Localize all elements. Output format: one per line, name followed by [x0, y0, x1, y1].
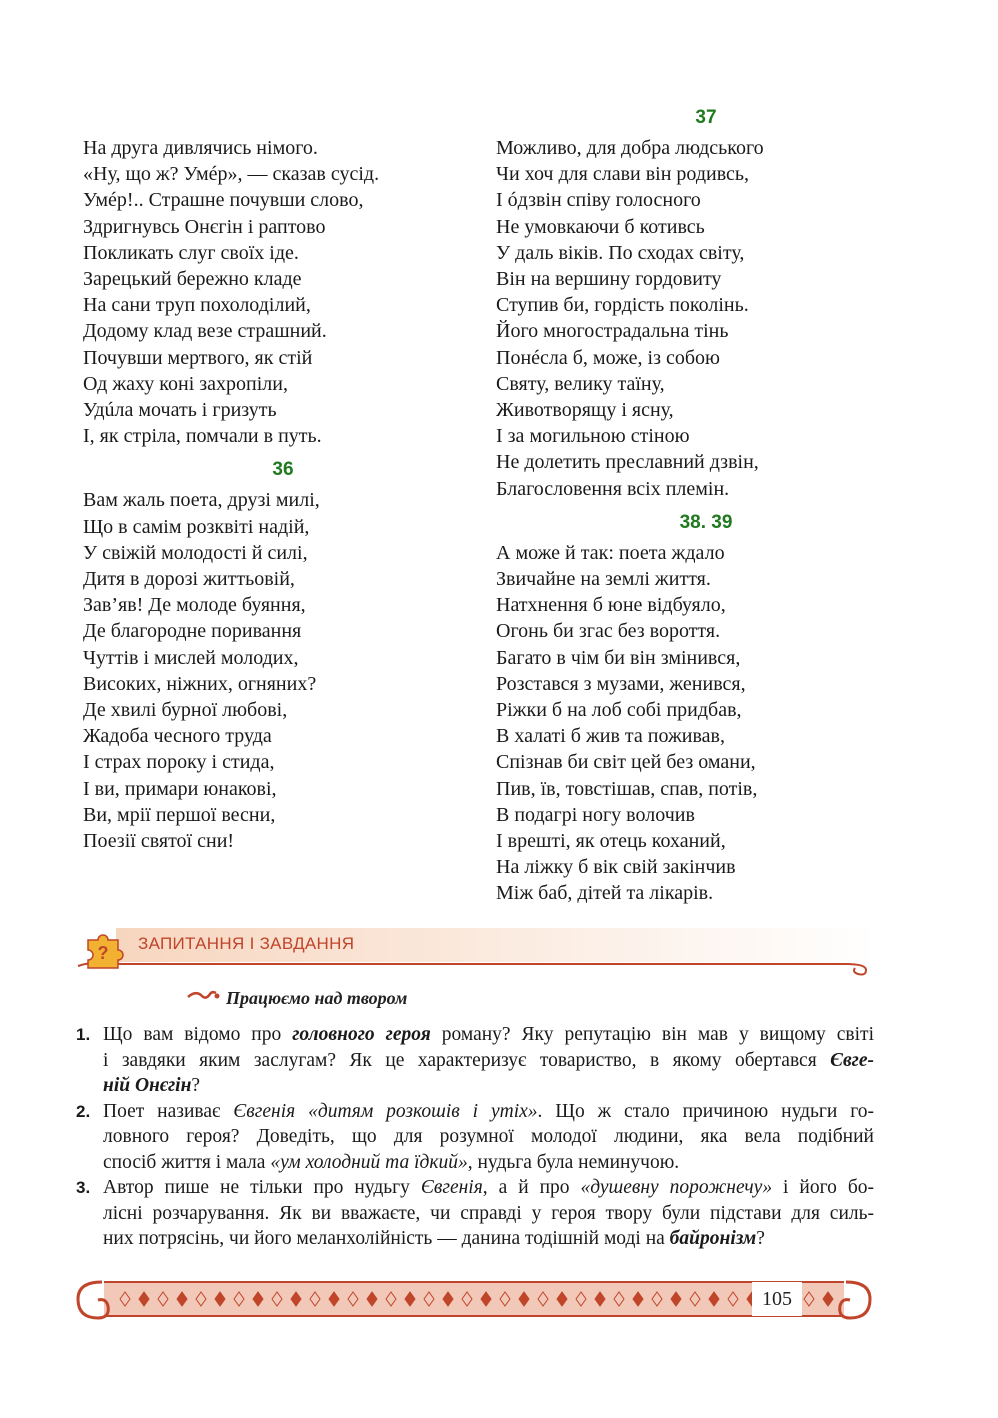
poem-line: У свіжій молодості й силі,	[83, 541, 308, 564]
quote: Євгенія «дитям розкошів і утіх»	[233, 1100, 538, 1122]
task-list	[76, 1022, 874, 1252]
text: , а й про	[482, 1177, 581, 1198]
poem-line: Звичайне на землі життя.	[496, 568, 711, 591]
stanza-36-text	[83, 487, 483, 854]
text: Що вам відомо про	[103, 1024, 293, 1045]
poem-line: А може й так: поета ждало	[496, 541, 725, 564]
poem-line: І страх пороку і стида,	[83, 751, 275, 774]
poem-line: Чуттів і мислей молодих,	[83, 646, 299, 669]
stanza-38-number: 38. 39	[679, 511, 733, 533]
page-number: 105	[752, 1282, 802, 1316]
poem-line: І, як стріла, помчали в путь.	[83, 425, 322, 448]
quote: «ум холодний та їдкий»	[270, 1151, 468, 1173]
stanza-35-text	[83, 135, 483, 449]
subheading-text: Працюємо над твором	[226, 988, 408, 1008]
poem-line: Удúла мочать і гризуть	[83, 399, 277, 422]
stanza-37-number: 37	[695, 107, 717, 128]
questions-title: ЗАПИТАННЯ І ЗАВДАННЯ	[138, 934, 355, 953]
task-line	[103, 1150, 874, 1176]
emphasis: Євге-	[830, 1049, 874, 1071]
poem-line: Зав’яв! Де молоде буяння,	[83, 594, 306, 617]
task-number: 2.	[76, 1101, 91, 1121]
poem-line: Між баб, дітей та лікарів.	[496, 882, 714, 905]
poem-line: Благословення всіх племін.	[496, 477, 730, 500]
emphasis: ній Онєгін	[103, 1075, 192, 1096]
poem-line: Вам жаль поета, друзі милі,	[83, 489, 320, 512]
stanza-37-text	[496, 135, 916, 502]
poem-line: Од жаху коні захропіли,	[83, 372, 288, 395]
quote: «душевну порожнечу»	[580, 1177, 773, 1198]
poem-line: В халаті б жив та поживав,	[496, 725, 725, 748]
poem-right-column	[496, 105, 916, 907]
poem-line: І ви, примари юнакові,	[83, 777, 277, 800]
task-number: 3.	[76, 1178, 91, 1197]
task-line	[103, 1124, 874, 1150]
poem-line: Понéсла б, може, із собою	[496, 346, 720, 369]
poem-line: Почувши мертвого, як стій	[83, 346, 313, 369]
task-line	[103, 1022, 874, 1048]
text: них потрясінь, чи його меланхолійність — данина тодішній моді на	[103, 1228, 670, 1249]
poem-line: На друга дивлячись німого.	[83, 137, 318, 159]
text: роману? Яку репутацію він мав у вищому світі	[430, 1024, 874, 1045]
text: лісні розчарування. Як ви вважаєте, чи справді у героя твору були підстави для силь-	[103, 1202, 874, 1224]
task-item	[76, 1175, 874, 1252]
poem-line: Багато в чім би він змінився,	[496, 646, 741, 669]
poem-line: Огонь би згас без вороття.	[496, 620, 721, 643]
subheading	[186, 988, 407, 1009]
text: спосіб життя і мала	[103, 1151, 271, 1173]
stanza-38-text	[496, 540, 916, 907]
text: , нудьга була неминучою.	[467, 1151, 680, 1173]
questions-header	[76, 924, 876, 980]
poem-line: Ріжки б на лоб собі придбав,	[496, 699, 742, 722]
poem-line: Покликать слуг своїх іде.	[83, 241, 299, 264]
task-line	[103, 1099, 874, 1125]
poem-line: Можливо, для добра людського	[496, 137, 764, 159]
poem-line: На сани труп похолоділий,	[83, 294, 311, 317]
poem-line: На ліжку б вік свій закінчив	[496, 856, 736, 879]
task-item	[76, 1022, 874, 1099]
svg-text:?: ?	[97, 943, 109, 963]
stanza-36-number: 36	[272, 459, 294, 481]
poem-line: Де благородне поривання	[83, 620, 302, 643]
task-line	[103, 1226, 874, 1252]
poem-line: Животворящу і ясну,	[496, 399, 674, 422]
poem-line: В подагрі ногу волочив	[496, 803, 695, 826]
task-line	[103, 1175, 874, 1201]
poem-line: «Ну, що ж? Умéр», — сказав сусід.	[83, 163, 380, 186]
task-item	[76, 1099, 874, 1176]
poem-line: Не умовкаючи б котивсь	[496, 215, 705, 238]
poem-line: Спізнав би світ цей без омани,	[496, 751, 756, 774]
poem-line: Умéр!.. Страшне почувши слово,	[83, 189, 364, 212]
text: і його бо-	[772, 1177, 874, 1198]
text: ловного героя? Доведіть, що для розумної молодої людини, яка вела подібний	[103, 1126, 874, 1147]
poem-line: Що в самім розквіті надій,	[83, 515, 310, 538]
poem-line: Його многострадальна тінь	[496, 320, 729, 343]
text: . Що ж стало причиною нудьги го-	[537, 1100, 874, 1122]
poem-line: Зарецький бережно кладе	[83, 268, 302, 291]
poem-line: Жадоба чесного труда	[83, 725, 272, 748]
text: ?	[191, 1075, 201, 1096]
task-number: 1.	[76, 1025, 91, 1044]
quote: Євгенія	[420, 1177, 483, 1198]
poem-line: Пив, їв, товстішав, спав, потів,	[496, 777, 758, 800]
flourish-icon	[186, 988, 220, 1009]
emphasis: головного героя	[292, 1024, 431, 1045]
poem-line: Ви, мрії першої весни,	[83, 803, 276, 826]
task-line	[103, 1201, 874, 1227]
poem-line: Ступив би, гордість поколінь.	[496, 294, 749, 317]
poem-line: Дитя в дорозі життьовій,	[83, 568, 295, 591]
poem-line: Чи хоч для слави він родивсь,	[496, 163, 750, 186]
poem-line: Не долетить преславний дзвін,	[496, 451, 759, 474]
puzzle-question-icon	[82, 930, 124, 972]
poem-line: І óдзвін співу голосного	[496, 189, 701, 212]
task-line	[103, 1048, 874, 1074]
poem-line: У даль віків. По сходах світу,	[496, 241, 745, 264]
poem-line: Високих, ніжних, огняних?	[83, 672, 317, 695]
poem-line: Натхнення б юне відбуяло,	[496, 594, 726, 617]
text: Поет називає	[103, 1100, 234, 1122]
poem-line: Святу, велику таїну,	[496, 372, 665, 395]
poem-line: Додому клад везе страшний.	[83, 320, 327, 343]
poem-left-column	[83, 135, 483, 854]
poem-line: Розстався з музами, женився,	[496, 672, 746, 695]
poem-line: Він на вершину гордовиту	[496, 268, 722, 291]
task-line	[103, 1073, 874, 1099]
poem-line: І врешті, як отець коханий,	[496, 830, 726, 853]
poem-line: Здригнувсь Онєгін і раптово	[83, 215, 326, 238]
poem-line: І за могильною стіною	[496, 425, 690, 448]
text: ?	[756, 1228, 765, 1249]
text: і завдяки яким заслугам? Як це характеризує товариство, в якому обертався	[103, 1049, 831, 1071]
poem-line: Поезії святої сни!	[83, 830, 235, 853]
emphasis: байронізм	[669, 1228, 757, 1249]
poem-line: Де хвилі бурної любові,	[83, 699, 288, 722]
text: Автор пише не тільки про нудьгу	[103, 1177, 421, 1198]
